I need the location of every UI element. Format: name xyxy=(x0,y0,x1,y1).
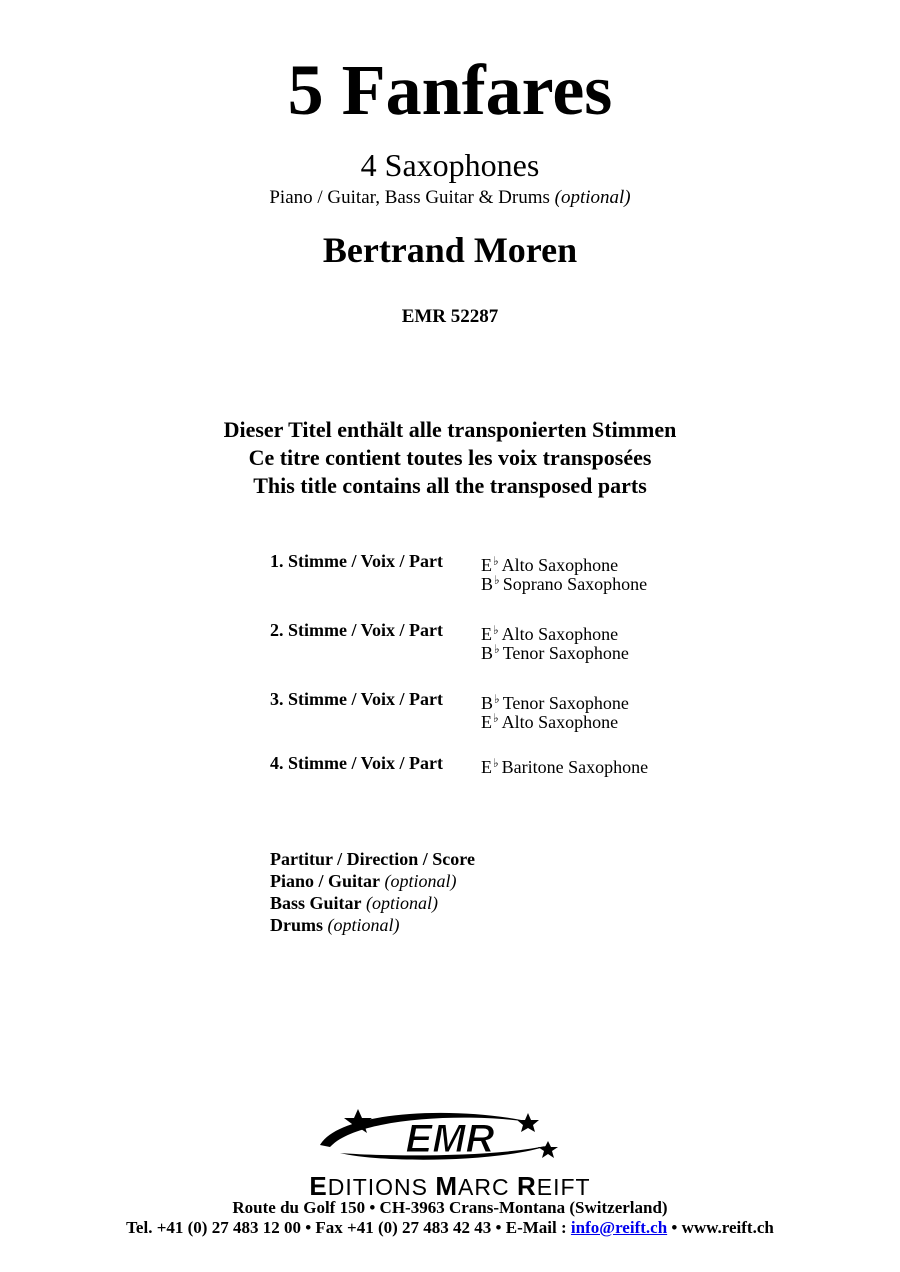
publisher-word: ARC xyxy=(458,1174,517,1200)
extra-part xyxy=(270,892,475,914)
email-link[interactable]: info@reift.ch xyxy=(570,1218,668,1237)
instrument-line xyxy=(481,754,649,777)
instrument-line xyxy=(481,640,629,663)
flat-sign-icon: ♭ xyxy=(494,642,500,656)
instrument-key: E xyxy=(481,555,492,575)
publisher-initial: R xyxy=(517,1171,537,1201)
part-instruments xyxy=(481,754,649,777)
part-instruments xyxy=(481,552,648,594)
extra-part-name: Partitur / Direction / Score xyxy=(270,849,475,869)
publisher-initial: M xyxy=(435,1171,459,1201)
extra-part xyxy=(270,870,475,892)
emr-star-swoosh-logo xyxy=(300,1105,600,1165)
extra-part-name: Piano / Guitar xyxy=(270,871,381,891)
instrument-name: Tenor Saxophone xyxy=(502,693,629,713)
contact-website: • www.reift.ch xyxy=(667,1218,774,1237)
flat-sign-icon: ♭ xyxy=(493,711,499,725)
composer-name: Bertrand Moren xyxy=(322,230,578,270)
extra-part xyxy=(270,848,475,870)
instrument-name: Soprano Saxophone xyxy=(502,574,648,594)
part-label: 3. Stimme / Voix / Part xyxy=(270,689,443,709)
additional-parts-list xyxy=(270,848,475,936)
instrument-name: Baritone Saxophone xyxy=(501,757,649,777)
instrument-key: E xyxy=(481,712,492,732)
notice-french: Ce titre contient toutes les voix transposées xyxy=(248,445,652,470)
instrument-key: E xyxy=(481,624,492,644)
notice-german: Dieser Titel enthält alle transponierten Stimmen xyxy=(223,417,677,442)
instrumentation-text: Piano / Guitar, Bass Guitar & Drums xyxy=(269,187,550,208)
instrumentation-line xyxy=(0,186,900,210)
instrument-line xyxy=(481,571,648,594)
part-instruments xyxy=(481,690,629,732)
publisher-name xyxy=(0,1173,900,1200)
instrument-key: B xyxy=(481,643,494,663)
extra-part-name: Bass Guitar xyxy=(270,893,362,913)
instrument-line xyxy=(481,621,629,644)
catalog-number: EMR 52287 xyxy=(401,306,499,327)
instrument-line xyxy=(481,552,647,575)
extra-part-optional: (optional) xyxy=(366,893,439,913)
instrument-key: B xyxy=(481,693,494,713)
instrument-line xyxy=(481,690,629,713)
notice-english: This title contains all the transposed parts xyxy=(253,473,647,498)
part-label: 2. Stimme / Voix / Part xyxy=(270,620,443,640)
part-label: 4. Stimme / Voix / Part xyxy=(270,753,443,773)
flat-sign-icon: ♭ xyxy=(493,623,499,637)
logo-text: EMR xyxy=(405,1117,495,1161)
publisher-word: DITIONS xyxy=(327,1174,436,1200)
instrument-name: Alto Saxophone xyxy=(501,624,619,644)
extra-part-name: Drums xyxy=(270,915,323,935)
publisher-word: EIFT xyxy=(536,1174,591,1200)
extra-part-optional: (optional) xyxy=(384,871,457,891)
part-label: 1. Stimme / Voix / Part xyxy=(270,551,443,571)
page-title: 5 Fanfares xyxy=(287,50,613,130)
flat-sign-icon: ♭ xyxy=(494,692,500,706)
flat-sign-icon: ♭ xyxy=(493,756,499,770)
flat-sign-icon: ♭ xyxy=(493,554,499,568)
publisher-address: Route du Golf 150 • CH-3963 Crans-Montana (Switzerland) xyxy=(232,1198,668,1217)
instrument-key: E xyxy=(481,757,492,777)
instrument-line xyxy=(481,709,629,732)
part-instruments xyxy=(481,621,629,663)
subtitle: 4 Saxophones xyxy=(360,147,540,183)
publisher-contact xyxy=(0,1218,900,1238)
publisher-initial: E xyxy=(309,1171,328,1201)
instrument-name: Tenor Saxophone xyxy=(502,643,629,663)
instrumentation-optional: (optional) xyxy=(554,187,631,208)
flat-sign-icon: ♭ xyxy=(494,573,500,587)
instrument-key: B xyxy=(481,574,494,594)
transposition-notice xyxy=(0,416,900,500)
extra-part-optional: (optional) xyxy=(327,915,400,935)
instrument-name: Alto Saxophone xyxy=(501,712,619,732)
instrument-name: Alto Saxophone xyxy=(501,555,619,575)
extra-part xyxy=(270,914,475,936)
contact-phone-fax: Tel. +41 (0) 27 483 12 00 • Fax +41 (0) 27 483 42 43 • E-Mail : xyxy=(126,1218,571,1237)
